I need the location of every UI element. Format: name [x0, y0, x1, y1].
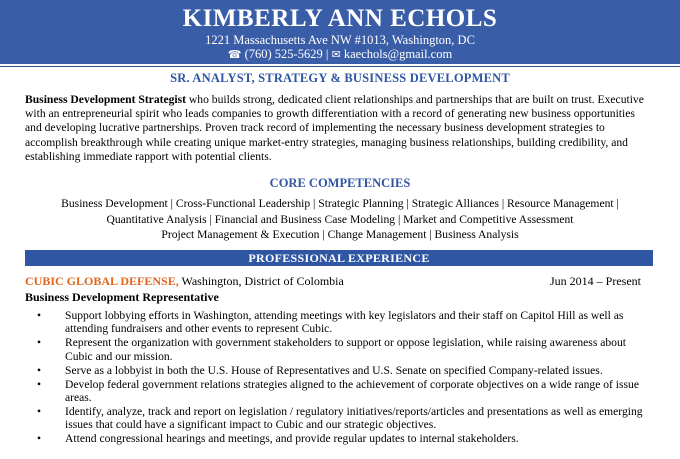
summary-text: who builds strong, dedicated client relationships and partnerships that are built on trust. Executive with an entrepreneurial spirit who leads companies to growth differentiation with a record of generating new business opportunities and developing lucrative partnerships. Proven track record of implementing the necessary business development strategies to accomplish breakthrough while creating unique market-entry strategies, managing business relationships, building credibility, and establishing immediate rapport with potential clients. — [25, 93, 644, 163]
envelope-icon: ✉ — [331, 49, 341, 61]
list-item — [25, 432, 645, 445]
bullet-text: Represent the organization with government stakeholders to support or oppose legislation, while raising awareness about Cubic and our mission. — [65, 336, 626, 363]
candidate-name: KIMBERLY ANN ECHOLS — [182, 5, 498, 32]
bullet-icon: • — [37, 363, 42, 377]
job-title: Business Development Representative — [25, 290, 219, 304]
core-competencies-title: CORE COMPETENCIES — [269, 176, 411, 190]
phone-number: (760) 525-5629 — [244, 47, 323, 61]
bullet-text: Identify, analyze, track and report on legislation / regulatory initiatives/reports/articles and presentations as well as emerging issues that could have a significant impact to Cubic and our strategic objectives. — [65, 404, 643, 432]
competency-line: Business Development | Cross-Functional Leadership | Strategic Planning | Strategic Alliances | Resource Management | — [61, 197, 619, 210]
bullet-text: Develop federal government relations strategies aligned to the achievement of corporate objectives on a wide range of issue areas. — [65, 377, 639, 404]
core-competencies-list — [0, 196, 680, 243]
bullet-icon: • — [37, 432, 42, 446]
bullet-text: Attend congressional hearings and meetings, and provide regular updates to internal stakeholders. — [65, 432, 519, 446]
summary-paragraph — [25, 93, 653, 164]
list-item — [25, 378, 645, 405]
phone-icon: ☎ — [227, 49, 242, 61]
bullet-icon: • — [37, 404, 42, 418]
list-item — [25, 405, 645, 432]
email-address: kaechols@gmail.com — [343, 47, 453, 61]
summary-lead: Business Development Strategist — [25, 93, 187, 106]
bullet-text: Serve as a lobbyist in both the U.S. House of Representatives and U.S. Senate on specified Company-related issues. — [65, 363, 603, 377]
job-bullets — [25, 309, 645, 446]
company-name: CUBIC GLOBAL DEFENSE, — [25, 274, 179, 288]
bullet-text: Support lobbying efforts in Washington, attending meetings with key legislators and their staff on Capitol Hill as well as attending fundraisers and other events to represent Cubic. — [65, 309, 624, 336]
bullet-icon: • — [37, 377, 42, 391]
contact-line — [0, 47, 680, 62]
competency-line: Quantitative Analysis | Financial and Business Case Modeling | Market and Competitive Assessment — [106, 212, 574, 226]
header-divider — [0, 66, 680, 67]
list-item — [25, 309, 645, 336]
contact-separator: | — [325, 47, 329, 61]
job-location: Washington, District of Colombia — [178, 274, 344, 288]
list-item — [25, 336, 645, 363]
job-dates: Jun 2014 – Present — [550, 274, 641, 288]
bullet-icon: • — [37, 336, 42, 350]
resume-header — [0, 0, 680, 64]
address-line: 1221 Massachusetts Ave NW #1013, Washington, DC — [205, 33, 475, 47]
bullet-icon: • — [37, 309, 42, 322]
list-item — [25, 364, 645, 377]
professional-headline: SR. ANALYST, STRATEGY & BUSINESS DEVELOPMENT — [170, 71, 510, 85]
competency-line: Project Management & Execution | Change Management | Business Analysis — [161, 228, 519, 241]
experience-section-bar: PROFESSIONAL EXPERIENCE — [25, 250, 653, 266]
job-heading — [25, 274, 641, 289]
